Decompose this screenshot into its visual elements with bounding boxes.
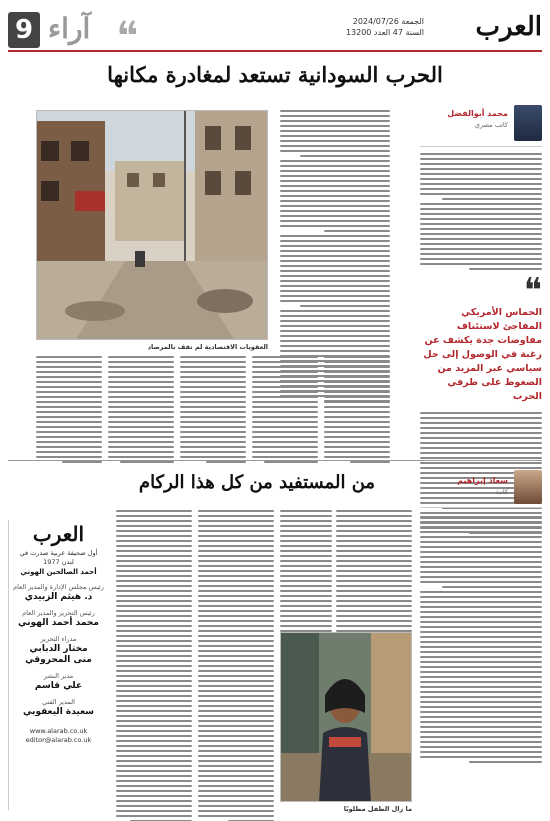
imprint-name: سعيدة اليعقوبي (22, 707, 95, 717)
section-divider (8, 460, 542, 461)
article-text-column (252, 356, 318, 463)
email-link[interactable]: editor@alarab.co.uk (25, 736, 92, 744)
article-text-column (116, 510, 192, 821)
author-name: محمد أبوالفضل (447, 109, 508, 118)
article-text-column (108, 356, 174, 463)
imprint-role: مدير النشر (43, 672, 74, 680)
issue-date: الجمعة 2024/07/26 (352, 17, 424, 26)
website-link[interactable]: www.alarab.co.uk (29, 727, 88, 735)
author-role: كاتب مصري (474, 121, 508, 129)
author-name-2: سعاد إبراهيم (457, 476, 508, 485)
section-label: آراء (48, 12, 91, 45)
main-headline: الحرب السودانية تستعد لمغادرة مكانها (107, 62, 443, 87)
newspaper-logo: العرب (475, 12, 542, 42)
article-text-column (420, 516, 542, 763)
article-text-block (420, 153, 542, 270)
article-text-column (324, 356, 390, 463)
masthead (8, 8, 542, 52)
article-photo-child (280, 632, 412, 802)
imprint-role: رئيس التحرير والمدير العام (22, 609, 95, 617)
article-text-column (36, 356, 102, 463)
imprint-name: منى المحروقي (25, 655, 92, 665)
article-text-column (280, 510, 332, 652)
imprint-name: مختار الدبابي (29, 644, 88, 654)
quote-mark-icon: ❝ (523, 271, 542, 311)
article-photo-street (36, 110, 268, 340)
imprint-box (8, 520, 108, 810)
issue-info (346, 16, 424, 38)
photo-caption-2: ما زال الطفل مطلوبًا (343, 805, 412, 813)
imprint-role: رئيس مجلس الإدارة والمدير العام (13, 583, 104, 591)
imprint-role: المدير الفني (42, 698, 75, 706)
article-text-column (180, 356, 246, 463)
article-text-column (336, 510, 412, 652)
imprint-founder: أحمد الصالحين الهوني (20, 568, 97, 576)
author-block (420, 105, 542, 147)
imprint-role: مدراء التحرير (40, 635, 77, 643)
imprint-logo: العرب (32, 522, 85, 546)
author-photo (514, 105, 542, 141)
author-block-2 (420, 470, 542, 508)
author-role-2: كاتبة (495, 488, 508, 496)
article-text-column (198, 510, 274, 821)
second-headline: من المستفيد من كل هذا الركام (138, 472, 376, 493)
imprint-name: علي قاسم (34, 681, 83, 691)
imprint-name: د. هيثم الزبيدي (24, 592, 93, 602)
author-photo-2 (514, 470, 542, 504)
photo-caption: العقوبات الاقتصادية لم تقف بالمرصاد (147, 343, 268, 351)
page-number: 9 (8, 12, 40, 48)
imprint-tagline: أول صحيفة عربية صدرت في لندن 1977 (19, 549, 98, 566)
imprint-name: محمد أحمد الهوني (18, 618, 99, 628)
issue-number: السنة 47 العدد 13200 (345, 28, 424, 37)
pull-quote: الحماس الأمريكي المفاجئ لاستئناف مفاوضات جدة يكشف عن رغبة في الوصول إلى حل سياسي عبر المزيد من الضغوط على طرفي الحرب (423, 307, 542, 402)
quote-icon (118, 20, 138, 34)
